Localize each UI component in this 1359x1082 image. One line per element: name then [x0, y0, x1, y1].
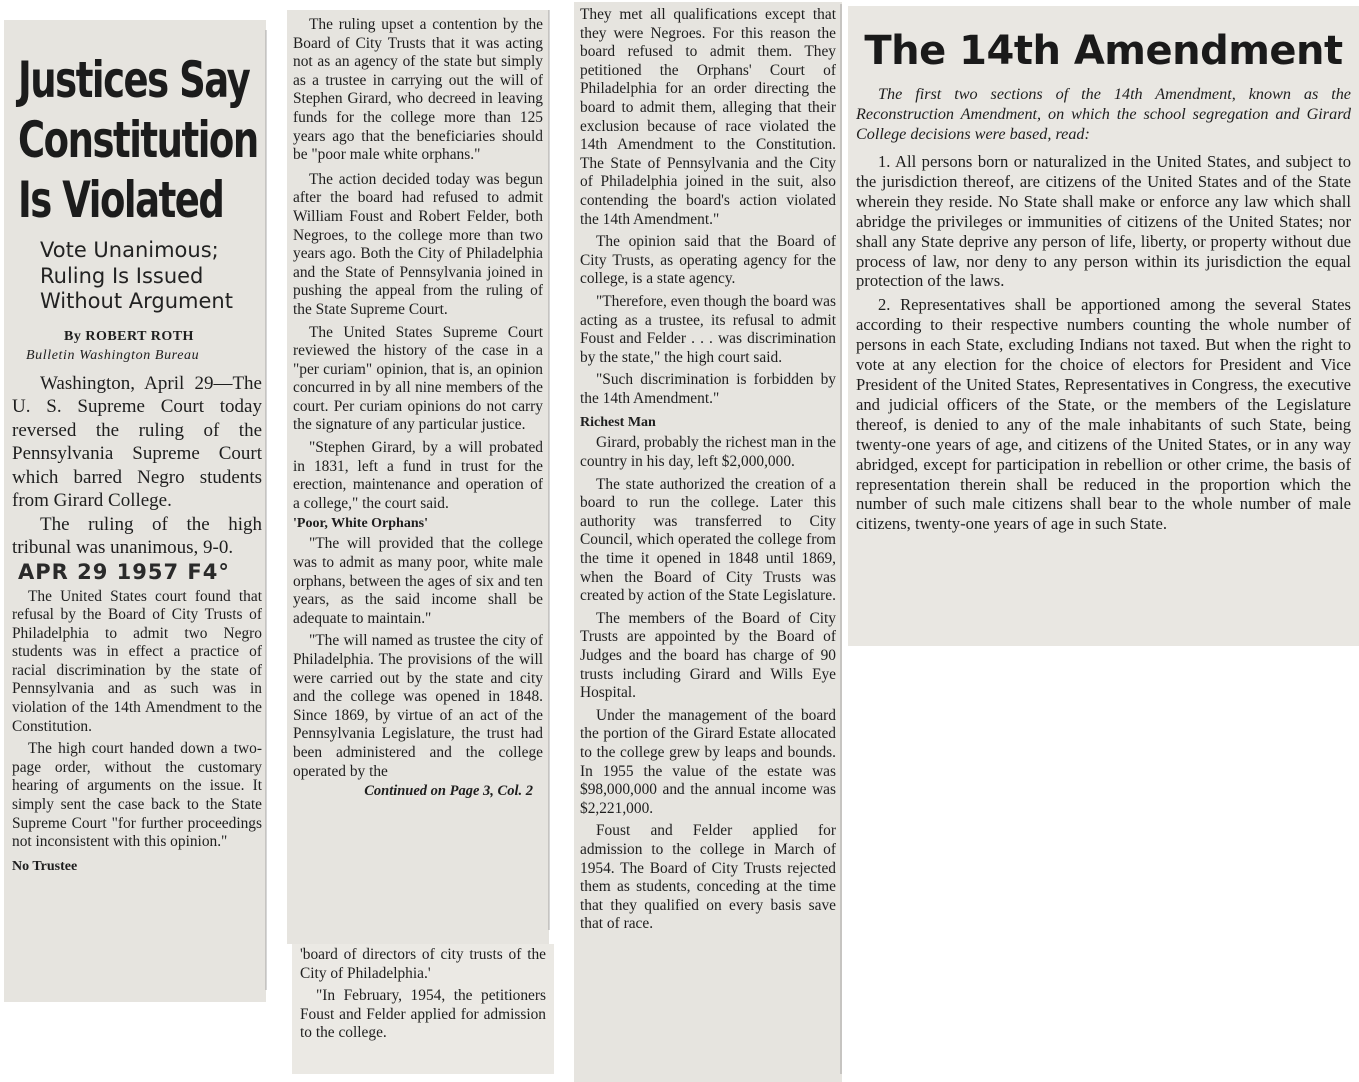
body-paragraph: Girard, probably the richest man in the country in his day, left $2,000,000. [580, 434, 836, 471]
article-column-2 [287, 10, 549, 944]
bureau: Bulletin Washington Bureau [26, 347, 200, 363]
lead-paragraph-2: The ruling of the high tribunal was unanimous, 9-0. [12, 513, 262, 558]
headline [18, 50, 262, 230]
body-paragraph: The ruling upset a contention by the Board of City Trusts that it was acting not as an agency of the state but simply as a trustee in carrying out the will of Stephen Girard, who decreed in leaving funds for the college more than 125 years ago that the beneficiaries should be "poor male white orphans." [293, 16, 543, 164]
body-paragraph: "Therefore, even though the board was acting as a trustee, its refusal to admit Foust and Felder . . . was discrimination by the state," the high court said. [580, 292, 836, 366]
body-paragraph: "The will named as trustee the city of Philadelphia. The provisions of the will were carried out by the state and city and the college was opened in 1848. Since 1869, by virtue of an act of the Pennsylvania Legislature, the trust had been administered and the college operated by the [293, 632, 543, 780]
subhead-no-trustee: No Trustee [12, 858, 78, 874]
fold-line [840, 4, 842, 1074]
article-column-2-continuation [292, 944, 554, 1074]
body-paragraph: Foust and Felder applied for admission to the college in March of 1954. The Board of City Trusts rejected them as students, conceding at the time that they qualified on every basis save that of race. [580, 822, 836, 933]
body-paragraph: The United States court found that refusal by the Board of City Trusts of Philadelphia to admit two Negro students was in effect a practice of racial discrimination by the state of Pennsylvania and as such was in violation of the 14th Amendment to the Constitution. [12, 587, 262, 735]
body-paragraph: "Such discrimination is forbidden by the 14th Amendment." [580, 371, 836, 407]
body-paragraph: The members of the Board of City Trusts are appointed by the Board of Judges and the board has charge of 90 trusts including Girard and Wills Eye Hospital. [580, 609, 836, 702]
date-stamp: APR 29 1957 F4° [18, 559, 230, 584]
body-paragraph: The state authorized the creation of a board to run the college. Later this authority was transferred to City Council, which operated the college from the time it opened in 1848 until 1869, when the Board of City Trusts was created by action of the State Legislature. [580, 475, 836, 605]
body-paragraph: The high court handed down a two-page order, without the customary hearing of arguments on the issue. It simply sent the case back to the State Supreme Court "for further proceedings not inconsistent with this opinion." [12, 740, 262, 851]
article-column-3 [574, 2, 842, 1082]
section-2-text: 2. Representatives shall be apportioned among the several States according to their respective numbers counting the whole number of persons in each State, excluding Indians not taxed. But when the right to vote at any election for the choice of electors for President and Vice President of the United States, Representatives in Congress, the executive and judicial officers of the State, or the members of the Legislature thereof, is denied to any of the male inhabitants of such State, being twenty-one years of age, and citizens of the United States, or in any way abridged, except for participation in rebellion or other crime, the basis of representation therein shall be reduced in the proportion which the number of such male citizens shall bear to the whole number of male citizens, twenty-one years of age in such State. [856, 295, 1351, 534]
sidebar-intro: The first two sections of the 14th Amendment, known as the Reconstruction Amendment, on which the school segregation and Girard College decisions were based, read: [856, 85, 1351, 143]
headline-line-2: Constitution [18, 111, 258, 169]
sidebar-14th-amendment [848, 6, 1359, 646]
body-paragraph: The action decided today was begun after the board had refused to admit William Foust and Robert Felder, both Negroes, to the college more than two years ago. Both the City of Philadelphia and the State of Pennsylvania joined in pushing the appeal from the ruling of the State Supreme Court. [293, 170, 543, 318]
subhead-richest-man: Richest Man [580, 415, 656, 431]
body-paragraph: "The will provided that the college was to admit as many poor, white male orphans, between the ages of six and ten years, as the said income shall be adequate to maintain." [293, 535, 543, 627]
deck-line-1: Vote Unanimous; [40, 238, 219, 262]
body-paragraph: The opinion said that the Board of City Trusts, as operating agency for the college, is a state agency. [580, 233, 836, 288]
lead-paragraph: Washington, April 29—The U. S. Supreme Court today reversed the ruling of the Pennsylvania Supreme Court which barred Negro students from Girard College. [12, 372, 262, 511]
body-paragraph: Under the management of the board the portion of the Girard Estate allocated to the college grew by leaps and bounds. In 1955 the value of the estate was $98,000,000 and the annual income was $2,221,000. [580, 706, 836, 817]
fold-line [265, 30, 267, 990]
fold-line [548, 10, 550, 930]
body-paragraph: They met all qualifications except that they were Negroes. For this reason the board refused to admit them. They petitioned the Orphans' Court of Philadelphia for an order directing the board to admit them, alleging that their exclusion because of race violated the 14th Amendment to the Constitution. The State of Pennsylvania and the City of Philadelphia joined in the suit, also contending the board's action violated the 14th Amendment." [580, 6, 836, 228]
section-1-text: 1. All persons born or naturalized in the United States, and subject to the jurisdiction thereof, are citizens of the United States and of the State wherein they reside. No State shall make or enforce any law which shall abridge the privileges or immunities of citizens of the United States; nor shall any State deprive any person of life, liberty, or property without due process of law, nor deny to any person within its jurisdiction the equal protection of the laws. [856, 152, 1351, 291]
continued-note: Continued on Page 3, Col. 2 [364, 783, 533, 800]
subhead-poor-white-orphans: 'Poor, White Orphans' [293, 516, 428, 532]
body-paragraph: 'board of directors of city trusts of the City of Philadelphia.' [300, 946, 546, 982]
sidebar-title: The 14th Amendment [864, 28, 1343, 74]
deck [40, 238, 262, 315]
byline: By ROBERT ROTH [64, 328, 194, 344]
deck-line-3: Without Argument [40, 289, 233, 313]
body-paragraph: "Stephen Girard, by a will probated in 1831, left a fund in trust for the erection, maintenance and operation of a college," the court said. [293, 439, 543, 512]
headline-line-1: Justices Say [18, 51, 250, 109]
article-column-1 [4, 20, 266, 1002]
headline-line-3: Is Violated [18, 171, 224, 229]
deck-line-2: Ruling Is Issued [40, 263, 204, 288]
body-paragraph: The United States Supreme Court reviewed the history of the case in a "per curiam" opinion, that is, an opinion concurred in by all nine members of the court. Per curiam opinions do not carry the signature of any particular justice. [293, 323, 543, 434]
body-paragraph: "In February, 1954, the petitioners Foust and Felder applied for admission to the college. [300, 987, 546, 1042]
